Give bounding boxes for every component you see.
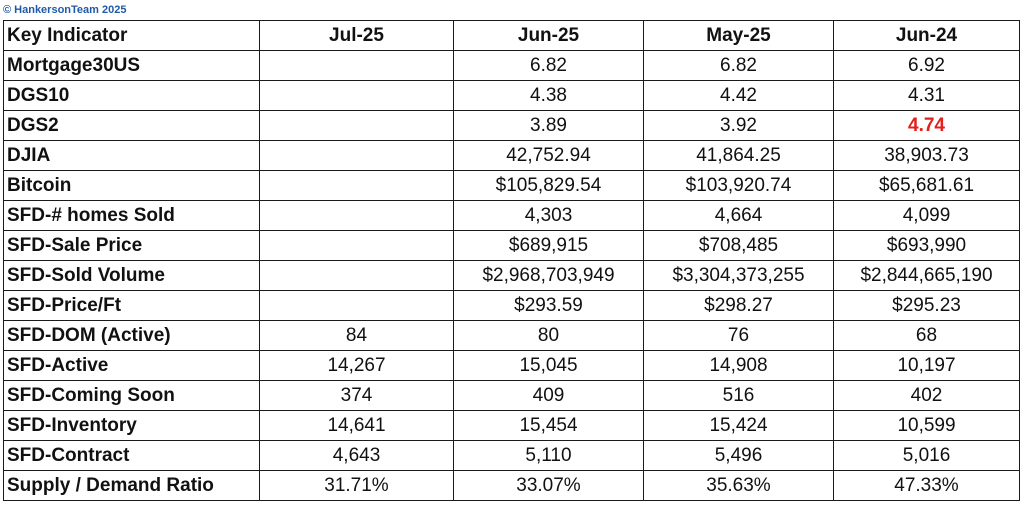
copyright-notice: © HankersonTeam 2025: [3, 4, 127, 16]
value-cell: 42,752.94: [454, 141, 644, 171]
value-cell: 10,197: [834, 351, 1020, 381]
row-label: SFD-Coming Soon: [4, 381, 260, 411]
row-label: SFD-DOM (Active): [4, 321, 260, 351]
table-row: [4, 141, 1020, 171]
row-label: SFD-Sale Price: [4, 231, 260, 261]
table-row: [4, 81, 1020, 111]
value-cell: 35.63%: [644, 471, 834, 501]
value-cell: [260, 51, 454, 81]
value-cell: 76: [644, 321, 834, 351]
value-cell: 10,599: [834, 411, 1020, 441]
value-cell: 409: [454, 381, 644, 411]
value-cell: $65,681.61: [834, 171, 1020, 201]
value-cell: 80: [454, 321, 644, 351]
row-label: SFD-Inventory: [4, 411, 260, 441]
value-cell: [260, 81, 454, 111]
value-cell: 4,664: [644, 201, 834, 231]
value-cell: 402: [834, 381, 1020, 411]
value-cell: 3.92: [644, 111, 834, 141]
value-cell: 3.89: [454, 111, 644, 141]
value-cell: 14,641: [260, 411, 454, 441]
row-label: SFD-Price/Ft: [4, 291, 260, 321]
value-cell: 6.82: [454, 51, 644, 81]
value-cell: $2,844,665,190: [834, 261, 1020, 291]
value-cell: [260, 261, 454, 291]
value-cell: $2,968,703,949: [454, 261, 644, 291]
value-cell: $693,990: [834, 231, 1020, 261]
value-cell: 4,303: [454, 201, 644, 231]
value-cell: [260, 111, 454, 141]
table-row: [4, 51, 1020, 81]
value-cell: 41,864.25: [644, 141, 834, 171]
value-cell: $103,920.74: [644, 171, 834, 201]
value-cell: [260, 141, 454, 171]
value-cell: 5,016: [834, 441, 1020, 471]
value-cell: 14,908: [644, 351, 834, 381]
value-cell: 31.71%: [260, 471, 454, 501]
value-cell: 4,099: [834, 201, 1020, 231]
row-label: Bitcoin: [4, 171, 260, 201]
value-cell: $708,485: [644, 231, 834, 261]
table-row: [4, 291, 1020, 321]
row-label: Mortgage30US: [4, 51, 260, 81]
table-row: [4, 411, 1020, 441]
value-cell: 15,454: [454, 411, 644, 441]
column-header-may-25: May-25: [644, 21, 834, 51]
value-cell: 4.31: [834, 81, 1020, 111]
value-cell: 15,045: [454, 351, 644, 381]
value-cell: $295.23: [834, 291, 1020, 321]
column-header-key-indicator: Key Indicator: [4, 21, 260, 51]
value-cell: 5,110: [454, 441, 644, 471]
value-cell: [260, 171, 454, 201]
value-cell: [260, 201, 454, 231]
value-cell: [260, 231, 454, 261]
table-row: [4, 471, 1020, 501]
row-label: SFD-Contract: [4, 441, 260, 471]
value-cell: 4.74: [834, 111, 1020, 141]
value-cell: $105,829.54: [454, 171, 644, 201]
column-header-jun-24: Jun-24: [834, 21, 1020, 51]
value-cell: 374: [260, 381, 454, 411]
table-body: [4, 51, 1020, 501]
value-cell: 4.38: [454, 81, 644, 111]
row-label: SFD-Active: [4, 351, 260, 381]
value-cell: [260, 291, 454, 321]
value-cell: 68: [834, 321, 1020, 351]
value-cell: 84: [260, 321, 454, 351]
value-cell: 47.33%: [834, 471, 1020, 501]
value-cell: 4.42: [644, 81, 834, 111]
table-row: [4, 381, 1020, 411]
table-row: [4, 261, 1020, 291]
table-row: [4, 231, 1020, 261]
column-header-jun-25: Jun-25: [454, 21, 644, 51]
value-cell: 14,267: [260, 351, 454, 381]
value-cell: 6.92: [834, 51, 1020, 81]
value-cell: $293.59: [454, 291, 644, 321]
value-cell: 15,424: [644, 411, 834, 441]
value-cell: $3,304,373,255: [644, 261, 834, 291]
value-cell: 516: [644, 381, 834, 411]
table-row: [4, 351, 1020, 381]
value-cell: 33.07%: [454, 471, 644, 501]
row-label: DGS10: [4, 81, 260, 111]
row-label: SFD-# homes Sold: [4, 201, 260, 231]
header-row: [4, 21, 1020, 51]
table-row: [4, 321, 1020, 351]
value-cell: 4,643: [260, 441, 454, 471]
column-header-jul-25: Jul-25: [260, 21, 454, 51]
value-cell: $689,915: [454, 231, 644, 261]
table-row: [4, 441, 1020, 471]
value-cell: $298.27: [644, 291, 834, 321]
row-label: DJIA: [4, 141, 260, 171]
value-cell: 6.82: [644, 51, 834, 81]
table-row: [4, 171, 1020, 201]
value-cell: 5,496: [644, 441, 834, 471]
row-label: Supply / Demand Ratio: [4, 471, 260, 501]
value-cell: 38,903.73: [834, 141, 1020, 171]
row-label: DGS2: [4, 111, 260, 141]
row-label: SFD-Sold Volume: [4, 261, 260, 291]
table-row: [4, 201, 1020, 231]
table-row: [4, 111, 1020, 141]
key-indicators-table: [3, 20, 1020, 501]
